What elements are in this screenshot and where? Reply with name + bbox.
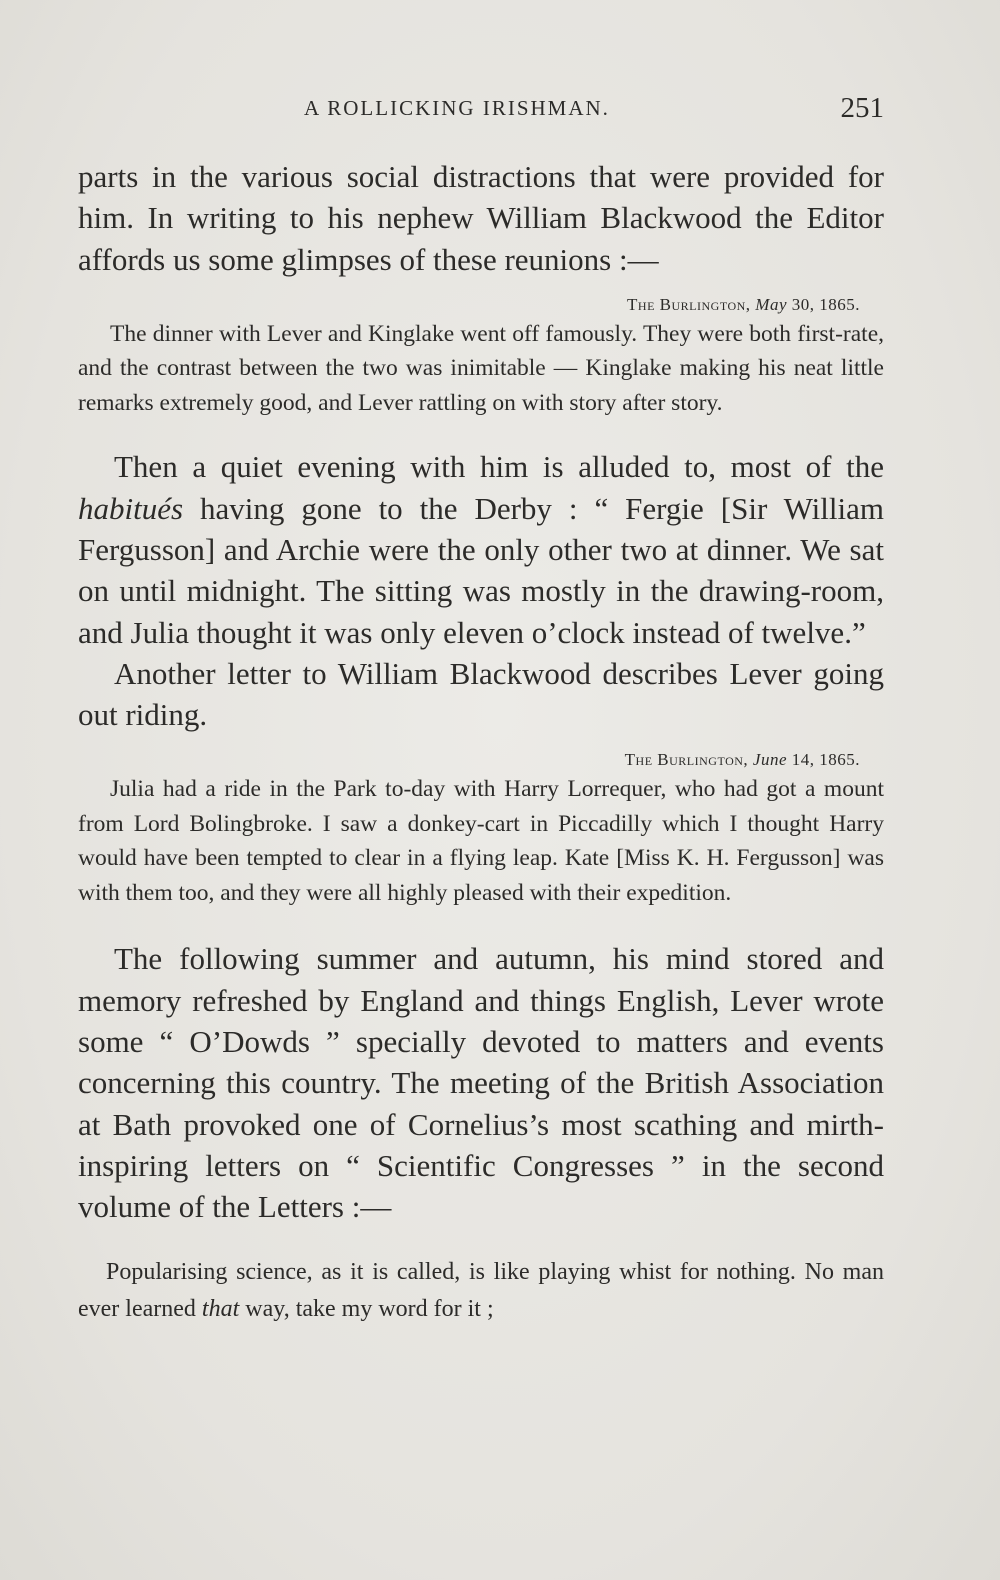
paragraph-riding: Another letter to William Blackwood describes Lever going out riding. [78, 655, 884, 733]
page-body [78, 156, 884, 1328]
paragraph-quiet-evening-italic: habitués [78, 490, 184, 526]
quote-popularising-science [78, 1254, 884, 1328]
letter-date-rest: 30, 1865. [791, 294, 860, 314]
page-number: 251 [840, 92, 884, 124]
letter-place: The Burlington, [624, 750, 749, 770]
running-head: A ROLLICKING IRISHMAN. [304, 96, 610, 120]
letter-date-month: June [752, 750, 787, 770]
paragraph-quiet-evening [78, 446, 884, 652]
letter-date-month: May [755, 294, 787, 314]
letter-date-rest: 14, 1865. [791, 750, 860, 770]
letter-quote-dinner: The dinner with Lever and Kinglake went off famously. They were both first-rate, and the contrast between the two was inimitable — Kinglake making his neat little remarks extremely good, and Lever rattling on with story after story. [78, 320, 884, 416]
paragraph-reunions: parts in the various social distractions that were provided for him. In writing to his nephew William Blackwood the Editor affords us some glimpses of these reunions :— [78, 159, 884, 277]
paragraph-quiet-evening-text-b: having gone to the Derby : “ Fergie [Sir William Fergusson] and Archie were the only other two at dinner. We sat on until midnight. The sitting was mostly in the drawing-room, and Julia thought it was only eleven o’clock instead of twelve.” [78, 490, 884, 650]
quote-italic: that [201, 1295, 240, 1322]
quote-text-a: Popularising science, as it is called, is like playing whist for nothing. No man ever learned [78, 1258, 884, 1322]
letter-place: The Burlington, [627, 294, 751, 314]
paragraph-odowds: The following summer and autumn, his mind stored and memory refreshed by England and things English, Lever wrote some “ O’Dowds ” specially devoted to matters and events concerning this country. The meeting of the British Association at Bath provoked one of Cornelius’s most scathing and mirth-inspiring letters on “ Scientific Congresses ” in the second volume of the Letters :— [78, 941, 884, 1225]
paragraph-quiet-evening-text-a: Then a quiet evening with him is alluded to, most of the [114, 449, 884, 485]
letter-dateline-june [78, 748, 884, 772]
letter-dateline-may [78, 293, 884, 317]
page-header [78, 92, 884, 132]
quote-text-b: way, take my word for it ; [239, 1295, 494, 1322]
letter-quote-ride: Julia had a ride in the Park to-day with Harry Lorrequer, who had got a mount from Lord Bolingbroke. I saw a donkey-cart in Piccadilly which I thought Harry would have been tempted to clear in a flying leap. Kate [Miss K. H. Fergusson] was with them too, and they were all highly pleased with their expedition. [78, 776, 884, 906]
